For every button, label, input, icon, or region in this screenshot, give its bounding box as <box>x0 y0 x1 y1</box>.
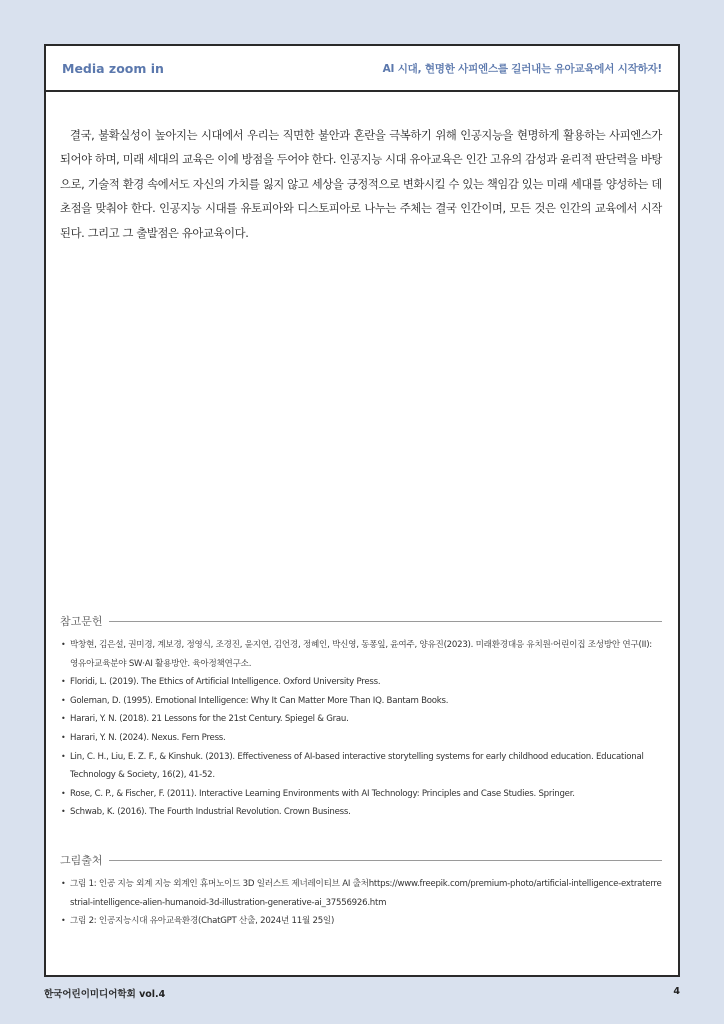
reference-item: • Floridi, L. (2019). The Ethics of Artificial Intelligence. Oxford University Press. <box>60 673 662 692</box>
references-section <box>60 612 662 822</box>
figure-source-item: • 그림 1: 인공 지능 외계 지능 외계인 휴머노이드 3D 일러스트 제너레이티브 AI 출처https://www.freepik.com/premium-photo/artificial-intelligence-extraterrestrial-intelligence-alien-humanoid-3d-illustration-generative-ai_37556926.htm <box>60 875 662 912</box>
references-title: 참고문헌 <box>60 615 103 628</box>
reference-item: • Rose, C. P., & Fischer, F. (2011). Interactive Learning Environments with AI Technology: Principles and Case Studies. Springer. <box>60 785 662 804</box>
page-frame <box>44 44 680 977</box>
journal-name: 한국어린이미디어학회 vol.4 <box>44 989 166 1000</box>
references-list <box>60 636 662 822</box>
figure-sources-title: 그림출처 <box>60 854 103 867</box>
reference-item: • 박창현, 김은설, 권미경, 계보경, 정영식, 조경진, 윤지연, 김언경, 정혜인, 박신영, 동퐁잎, 윤여주, 양유진(2023). 미래환경대응 유치원·어린이집 조성방안 연구(II): 영유아교육분야 SW·AI 활용방안. 육아정책연구소. <box>60 636 662 673</box>
section-label: Media zoom in <box>62 60 164 76</box>
reference-item: • Harari, Y. N. (2018). 21 Lessons for the 21st Century. Spiegel & Grau. <box>60 710 662 729</box>
reference-item: • Harari, Y. N. (2024). Nexus. Fern Press. <box>60 729 662 748</box>
figure-sources-section <box>60 851 662 931</box>
page-footer <box>44 986 680 1000</box>
body-text <box>46 92 678 246</box>
page-number: 4 <box>673 986 680 997</box>
figure-source-item: • 그림 2: 인공지능시대 유아교육환경(ChatGPT 산출, 2024년 11월 25일) <box>60 912 662 931</box>
figure-sources-divider <box>109 860 662 861</box>
references-divider <box>109 621 662 622</box>
article-title: AI 시대, 현명한 사피엔스를 길러내는 유아교육에서 시작하자! <box>382 62 662 75</box>
reference-item: • Lin, C. H., Liu, E. Z. F., & Kinshuk. (2013). Effectiveness of AI-based interactive storytelling systems for early childhood education. Educational Technology & Society, 16(2), 41-52. <box>60 748 662 785</box>
body-paragraph: 결국, 불확실성이 높아지는 시대에서 우리는 직면한 불안과 혼란을 극복하기 위해 인공지능을 현명하게 활용하는 사피엔스가 되어야 하며, 미래 세대의 교육은 이에 방점을 두어야 한다. 인공지능 시대 유아교육은 인간 고유의 감성과 윤리적 판단력을 바탕으로, 기술적 환경 속에서도 자신의 가치를 잃지 않고 세상을 긍정적으로 변화시킬 수 있는 책임감 있는 미래 세대를 양성하는 데 초점을 맞춰야 한다. 인공지능 시대를 유토피아와 디스토피아로 나누는 주체는 결국 인간이며, 모든 것은 인간의 교육에서 시작된다. 그리고 그 출발점은 유아교육이다. <box>60 129 662 240</box>
figure-sources-list <box>60 875 662 931</box>
reference-item: • Goleman, D. (1995). Emotional Intelligence: Why It Can Matter More Than IQ. Bantam Books. <box>60 692 662 711</box>
reference-item: • Schwab, K. (2016). The Fourth Industrial Revolution. Crown Business. <box>60 803 662 822</box>
page-header <box>46 46 678 92</box>
